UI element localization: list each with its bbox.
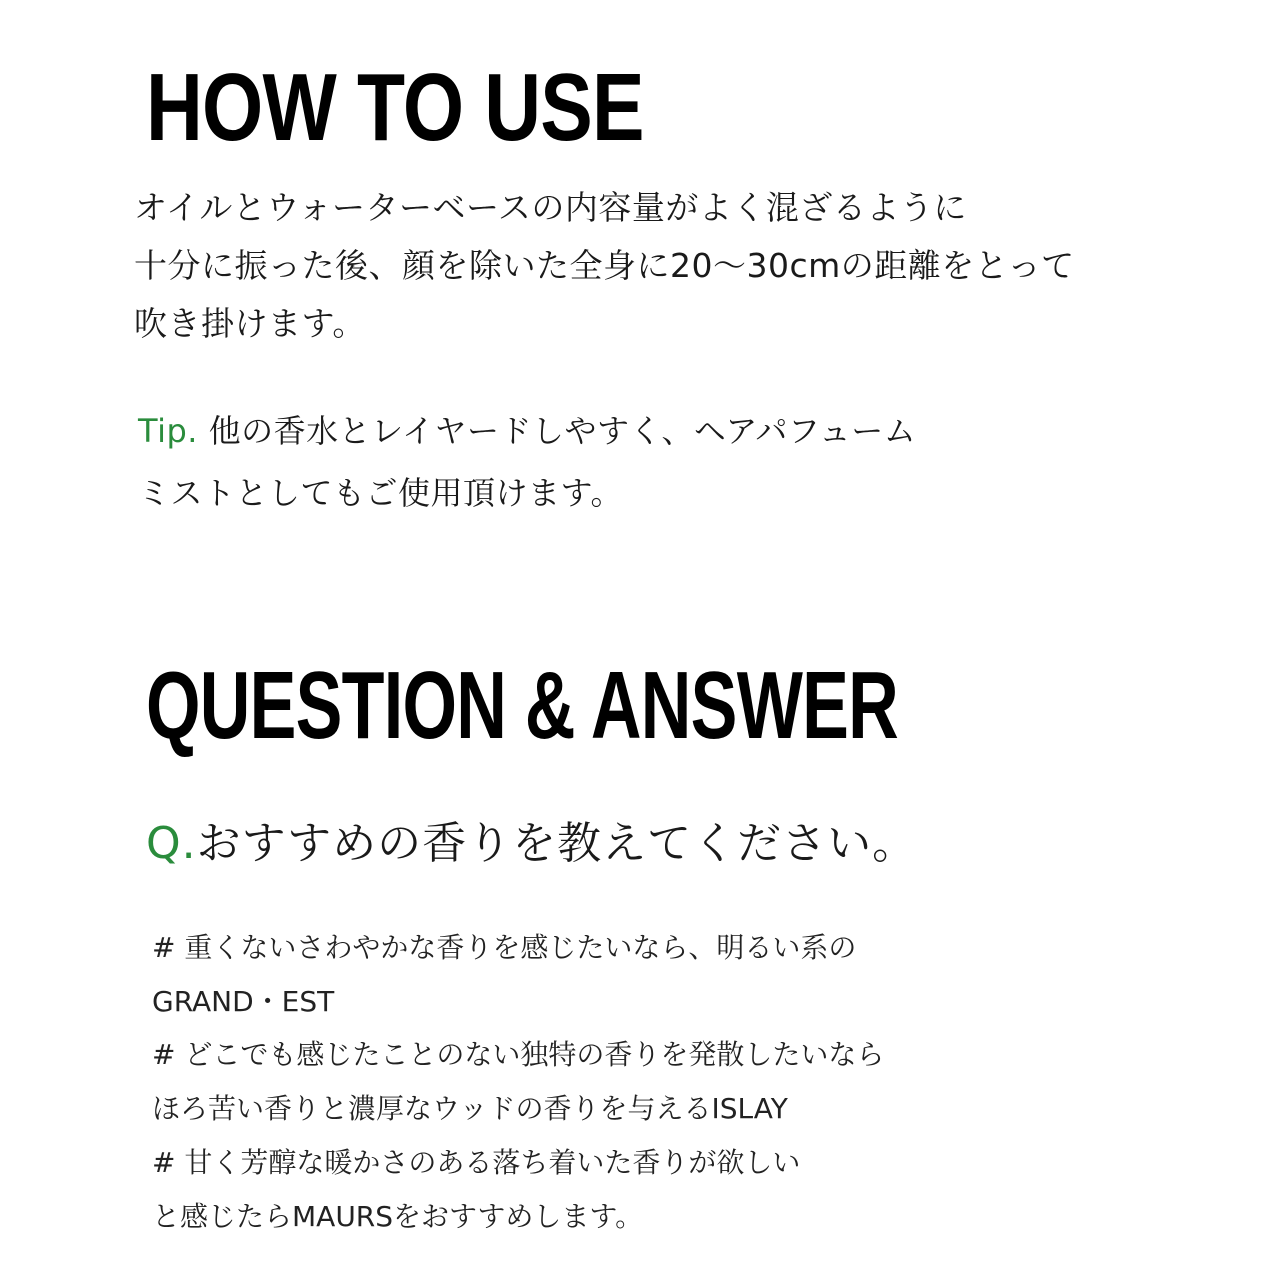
answer-line-5: # 甘く芳醇な暖かさのある落ち着いた香りが欲しい bbox=[152, 1146, 801, 1179]
tip-text-1: 他の香水とレイヤードしやすく、ヘアパフューム bbox=[208, 412, 917, 450]
answer-line-3: # どこでも感じたことのない独特の香りを発散したいなら bbox=[152, 1038, 885, 1071]
question-label: Q. bbox=[146, 818, 197, 869]
tip-label: Tip. bbox=[138, 412, 198, 450]
usage-line-2: 十分に振った後、顔を除いた全身に20〜30cmの距離をとって bbox=[134, 246, 1075, 285]
how-to-use-heading: HOW TO USE bbox=[146, 54, 644, 161]
answer-line-2: GRAND・EST bbox=[152, 985, 335, 1018]
tip-line-2: ミストとしてもご使用頂けます。 bbox=[138, 474, 623, 512]
answer-line-4: ほろ苦い香りと濃厚なウッドの香りを与えるISLAY bbox=[152, 1092, 788, 1125]
question-text: おすすめの香りを教えてください。 bbox=[196, 818, 918, 869]
usage-line-3: 吹き掛けます。 bbox=[134, 304, 366, 343]
qa-heading: QUESTION & ANSWER bbox=[146, 652, 899, 759]
tip-line-1 bbox=[138, 411, 916, 451]
question bbox=[146, 816, 917, 872]
answer-line-6: と感じたらMAURSをおすすめします。 bbox=[152, 1200, 644, 1233]
answer-line-1: # 重くないさわやかな香りを感じたいなら、明るい系の bbox=[152, 931, 857, 964]
usage-line-1: オイルとウォーターベースの内容量がよく混ざるように bbox=[134, 188, 967, 227]
